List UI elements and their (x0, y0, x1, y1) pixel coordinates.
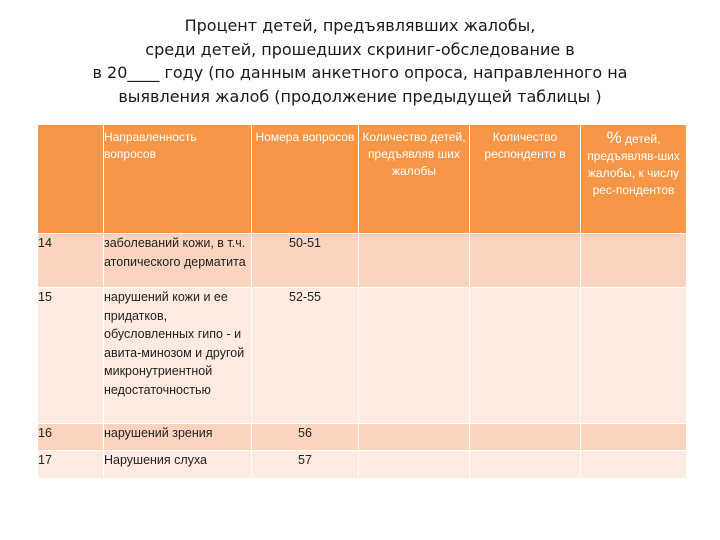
row-questions: 52-55 (252, 288, 359, 424)
table-row (38, 234, 687, 288)
row-questions: 50-51 (252, 234, 359, 288)
row-index: 15 (38, 288, 104, 424)
percent-symbol: % (606, 128, 622, 147)
title-line-2: среди детей, прошедших скриниг-обследование в (145, 39, 575, 59)
row-percent (581, 234, 687, 288)
row-direction-text: заболеваний кожи, в т.ч. атопического дерматита (104, 236, 246, 269)
title-line-3: в 20____ году (по данным анкетного опроса, направленного на (92, 63, 628, 82)
row-index: 17 (38, 451, 104, 479)
table-row (38, 451, 687, 479)
row-children (359, 288, 470, 424)
row-respondents (470, 234, 581, 288)
title-line-4: выявления жалоб (продолжение предыдущей таблицы ) (118, 86, 602, 106)
row-children (359, 451, 470, 479)
row-direction (104, 234, 252, 288)
header-percent-text: детей, предъявляв-ших жалобы, к числу рес-пондентов (587, 132, 680, 197)
row-children (359, 424, 470, 451)
row-direction-text: Нарушения слуха (104, 453, 208, 467)
table-row (38, 288, 687, 424)
title-line-1: Процент детей, предъявлявших жалобы, (184, 16, 536, 35)
header-children-count: Количество детей, предъявляв ших жалобы (359, 125, 470, 234)
header-respondents-count: Количество респонденто в (470, 125, 581, 234)
table-row (38, 424, 687, 451)
row-index: 16 (38, 424, 104, 451)
row-questions: 56 (252, 424, 359, 451)
complaints-table (37, 124, 687, 479)
row-direction (104, 424, 252, 451)
row-children (359, 234, 470, 288)
row-percent (581, 424, 687, 451)
header-direction: Направленность вопросов (104, 125, 252, 234)
row-respondents (470, 424, 581, 451)
row-direction (104, 451, 252, 479)
row-respondents (470, 288, 581, 424)
row-questions: 57 (252, 451, 359, 479)
row-direction-text: нарушений зрения (104, 426, 213, 440)
row-percent (581, 451, 687, 479)
header-row (38, 125, 687, 234)
page-title (60, 14, 660, 108)
header-index (38, 125, 104, 234)
row-respondents (470, 451, 581, 479)
row-direction-text: нарушений кожи и ее придатков, обусловленных гипо - и авита-минозом и другой микронутриентной недостаточностью (104, 290, 245, 397)
header-question-numbers: Номера вопросов (252, 125, 359, 234)
row-direction (104, 288, 252, 424)
row-index: 14 (38, 234, 104, 288)
header-percent (581, 125, 687, 234)
row-percent (581, 288, 687, 424)
